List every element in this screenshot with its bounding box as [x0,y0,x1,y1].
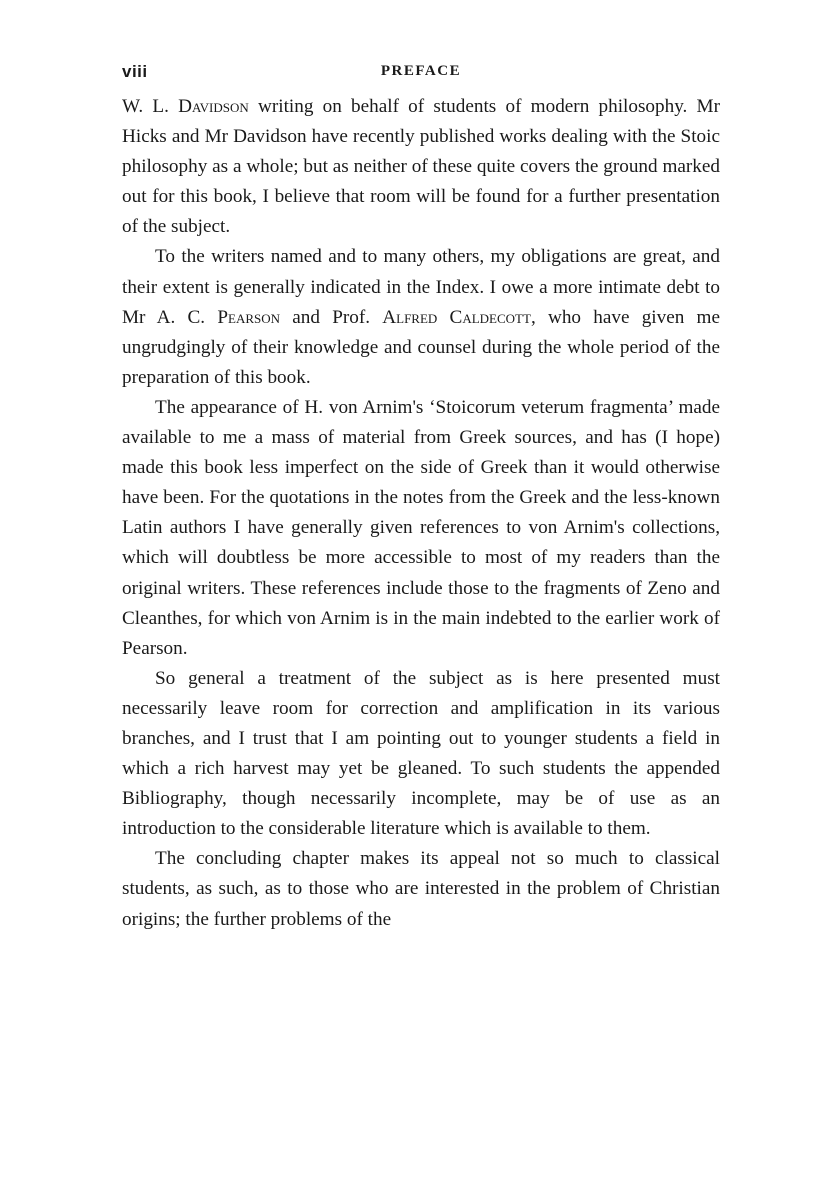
text-segment: The concluding chapter makes its appeal not so much to classical students, as such, as to those who are interested in the problem of Christian origins; the further problems of the [122,848,720,930]
book-page [122,58,720,935]
page-number: viii [122,62,148,81]
author-name-davidson: Davidson [178,96,249,117]
paragraph-3 [122,393,720,664]
paragraph-1 [122,92,720,242]
text-segment: and Prof. [280,306,383,328]
text-segment: To the writers named and to many others, my obligations are great, and their extent is generally indicated in the Index. I owe a more intimate debt to Mr A. C. [122,246,720,328]
preface-body [122,92,720,935]
text-segment: , who have given me ungrudgingly of their knowledge and counsel during the whole period of the preparation of this book. [122,306,720,388]
author-name-caldecott: Alfred Caldecott [382,306,531,328]
text-segment: So general a treatment of the subject as is here presented must necessarily leave room for correction and amplification in its various branches, and I trust that I am pointing out to younger students a field in which a rich harvest may yet be gleaned. To such students the appended Bibliography, though necessarily incomplete, may be of use as an introduction to the considerable literature which is available to them. [122,667,720,840]
paragraph-4 [122,664,720,845]
text-segment: The appearance of H. von Arnim's ‘Stoicorum veterum fragmenta’ made available to me a mass of material from Greek sources, and has (I hope) made this book less imperfect on the side of Greek than it would otherwise have been. For the quotations in the notes from the Greek and the less-known Latin authors I have generally given references to von Arnim's collections, which will doubtless be more accessible to most of my readers than the original writers. These references include those to the fragments of Zeno and Cleanthes, for which von Arnim is in the main indebted to the earlier work of Pearson. [122,396,720,659]
running-head [122,58,720,88]
text-segment: W. L. [122,96,179,117]
paragraph-2 [122,242,720,392]
running-title: PREFACE [380,63,462,79]
paragraph-5 [122,844,720,934]
author-name-pearson: Pearson [217,306,281,328]
text-segment: writing on behalf of students of modern philosophy. Mr Hicks and Mr Davidson have recently published works dealing with the Stoic philosophy as a whole; but as neither of these quite covers the ground marked out for this book, I believe that room will be found for a further presentation of the subject. [122,96,720,238]
